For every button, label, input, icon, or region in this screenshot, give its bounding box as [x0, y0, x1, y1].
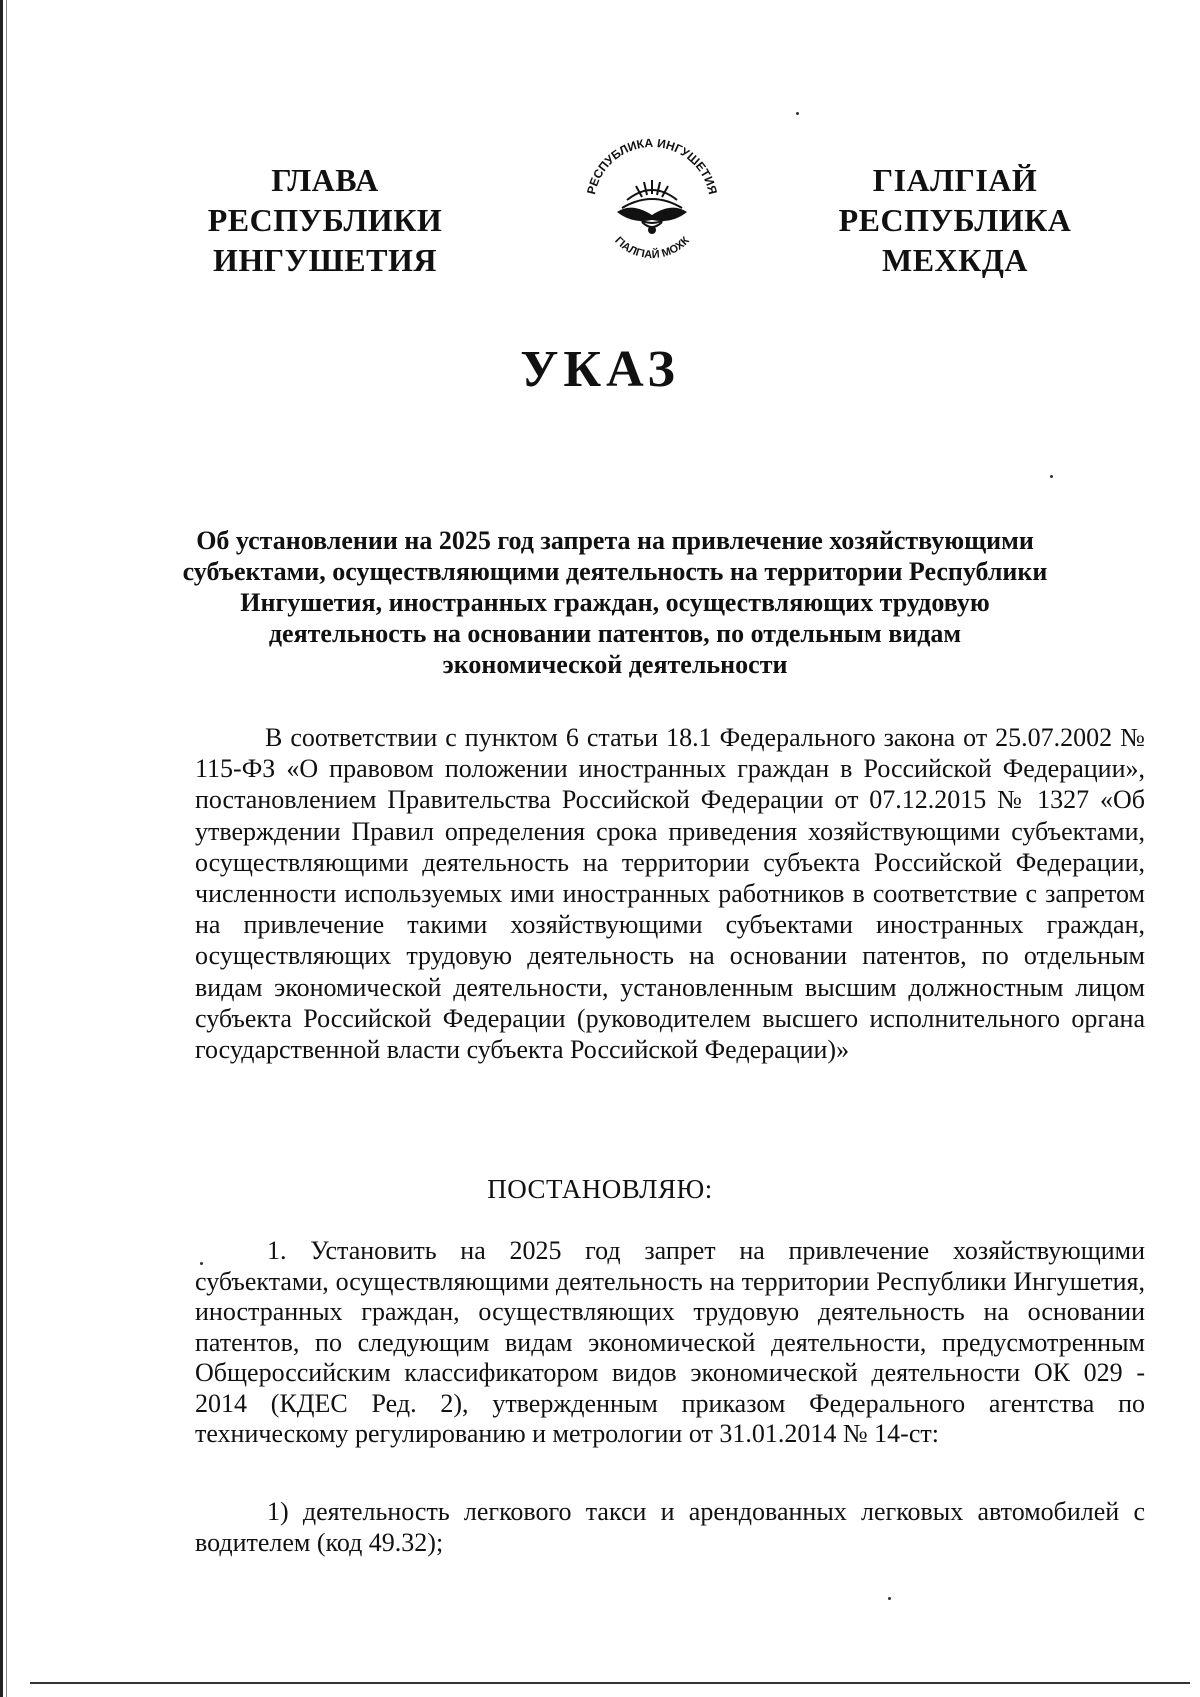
svg-text:ГIАЛГIАЙ МОХК	[612, 234, 692, 261]
scan-speck	[796, 112, 799, 115]
clause-1	[195, 1236, 1145, 1450]
header-left-line-3: ИНГУШЕТИЯ	[213, 242, 437, 278]
header-left-line-1: ГЛАВА	[271, 162, 379, 198]
document-type: УКАЗ	[520, 341, 680, 398]
resolve-heading: ПОСТАНОВЛЯЮ:	[487, 1174, 713, 1204]
header-left-authority	[180, 160, 470, 280]
scan-border-left	[0, 0, 3, 1697]
republic-emblem-icon	[572, 120, 732, 280]
clause-1-subitem-1	[195, 1496, 1145, 1558]
decree-title-line-1: Об установлении на 2025 год запрета на привлечение хозяйствующими	[196, 526, 1034, 555]
decree-title-line-5: экономической деятельности	[442, 650, 788, 679]
header-left-line-2: РЕСПУБЛИКИ	[207, 202, 443, 238]
header-right-line-1: ГIАЛГIАЙ	[872, 162, 1038, 198]
scan-speck	[888, 1597, 891, 1600]
scan-border-left-inner	[6, 0, 7, 1697]
decree-title-line-4: деятельность на основании патентов, по отдельным видам	[268, 619, 962, 648]
scan-border-bottom	[30, 1682, 1190, 1684]
preamble-text: В соответствии с пунктом 6 статьи 18.1 Федерального закона от 25.07.2002 № 115-ФЗ «О правовом положении иностранных граждан в Российской Федерации», постановлением Правительства Российской Федерации от 07.12.2015 № 1327 «Об утверждении Правил определения срока приведения хозяйствующими субъектами, осуществляющими деятельность на территории субъекта Российской Федерации, численности используемых ими иностранных работников в соответствие с запретом на привлечение такими хозяйствующими субъектами иностранных граждан, осуществляющих трудовую деятельность на основании патентов, по отдельным видам экономической деятельности, установленным высшим должностным лицом субъекта Российской Федерации (руководителем высшего исполнительного органа государственной власти субъекта Российской Федерации)»	[195, 723, 1145, 1065]
decree-title	[175, 525, 1055, 680]
clause-1-subitem-1-text: 1) деятельность легкового такси и арендованных легковых автомобилей с водителем (код 49.32);	[195, 1497, 1145, 1557]
decree-title-line-3: Ингушетия, иностранных граждан, осуществляющих трудовую	[240, 588, 990, 617]
decree-title-line-2: субъектами, осуществляющими деятельность на территории Республики	[182, 557, 1048, 586]
header-right-line-3: МЕХКДА	[882, 242, 1028, 278]
emblem-bottom-text: ГIАЛГIАЙ МОХК	[612, 234, 692, 262]
scan-speck	[1050, 475, 1053, 478]
header-right-authority	[810, 160, 1100, 280]
scan-speck	[200, 1262, 203, 1265]
preamble-paragraph	[195, 722, 1145, 1065]
emblem-top-text: РЕСПУБЛИКА ИНГУШЕТИЯ	[584, 135, 720, 196]
header-right-line-2: РЕСПУБЛИКА	[838, 202, 1072, 238]
clause-1-text: 1. Установить на 2025 год запрет на привлечение хозяйствующими субъектами, осуществляющими деятельность на территории Республики Ингушетия, иностранных граждан, осуществляющих трудовую деятельность на основании патентов, по следующим видам экономической деятельности, предусмотренным Общероссийским классификатором видов экономической деятельности ОК 029 - 2014 (КДЕС Ред. 2), утвержденным приказом Федерального агентства по техническому регулированию и метрологии от 31.01.2014 № 14-ст:	[195, 1236, 1145, 1448]
